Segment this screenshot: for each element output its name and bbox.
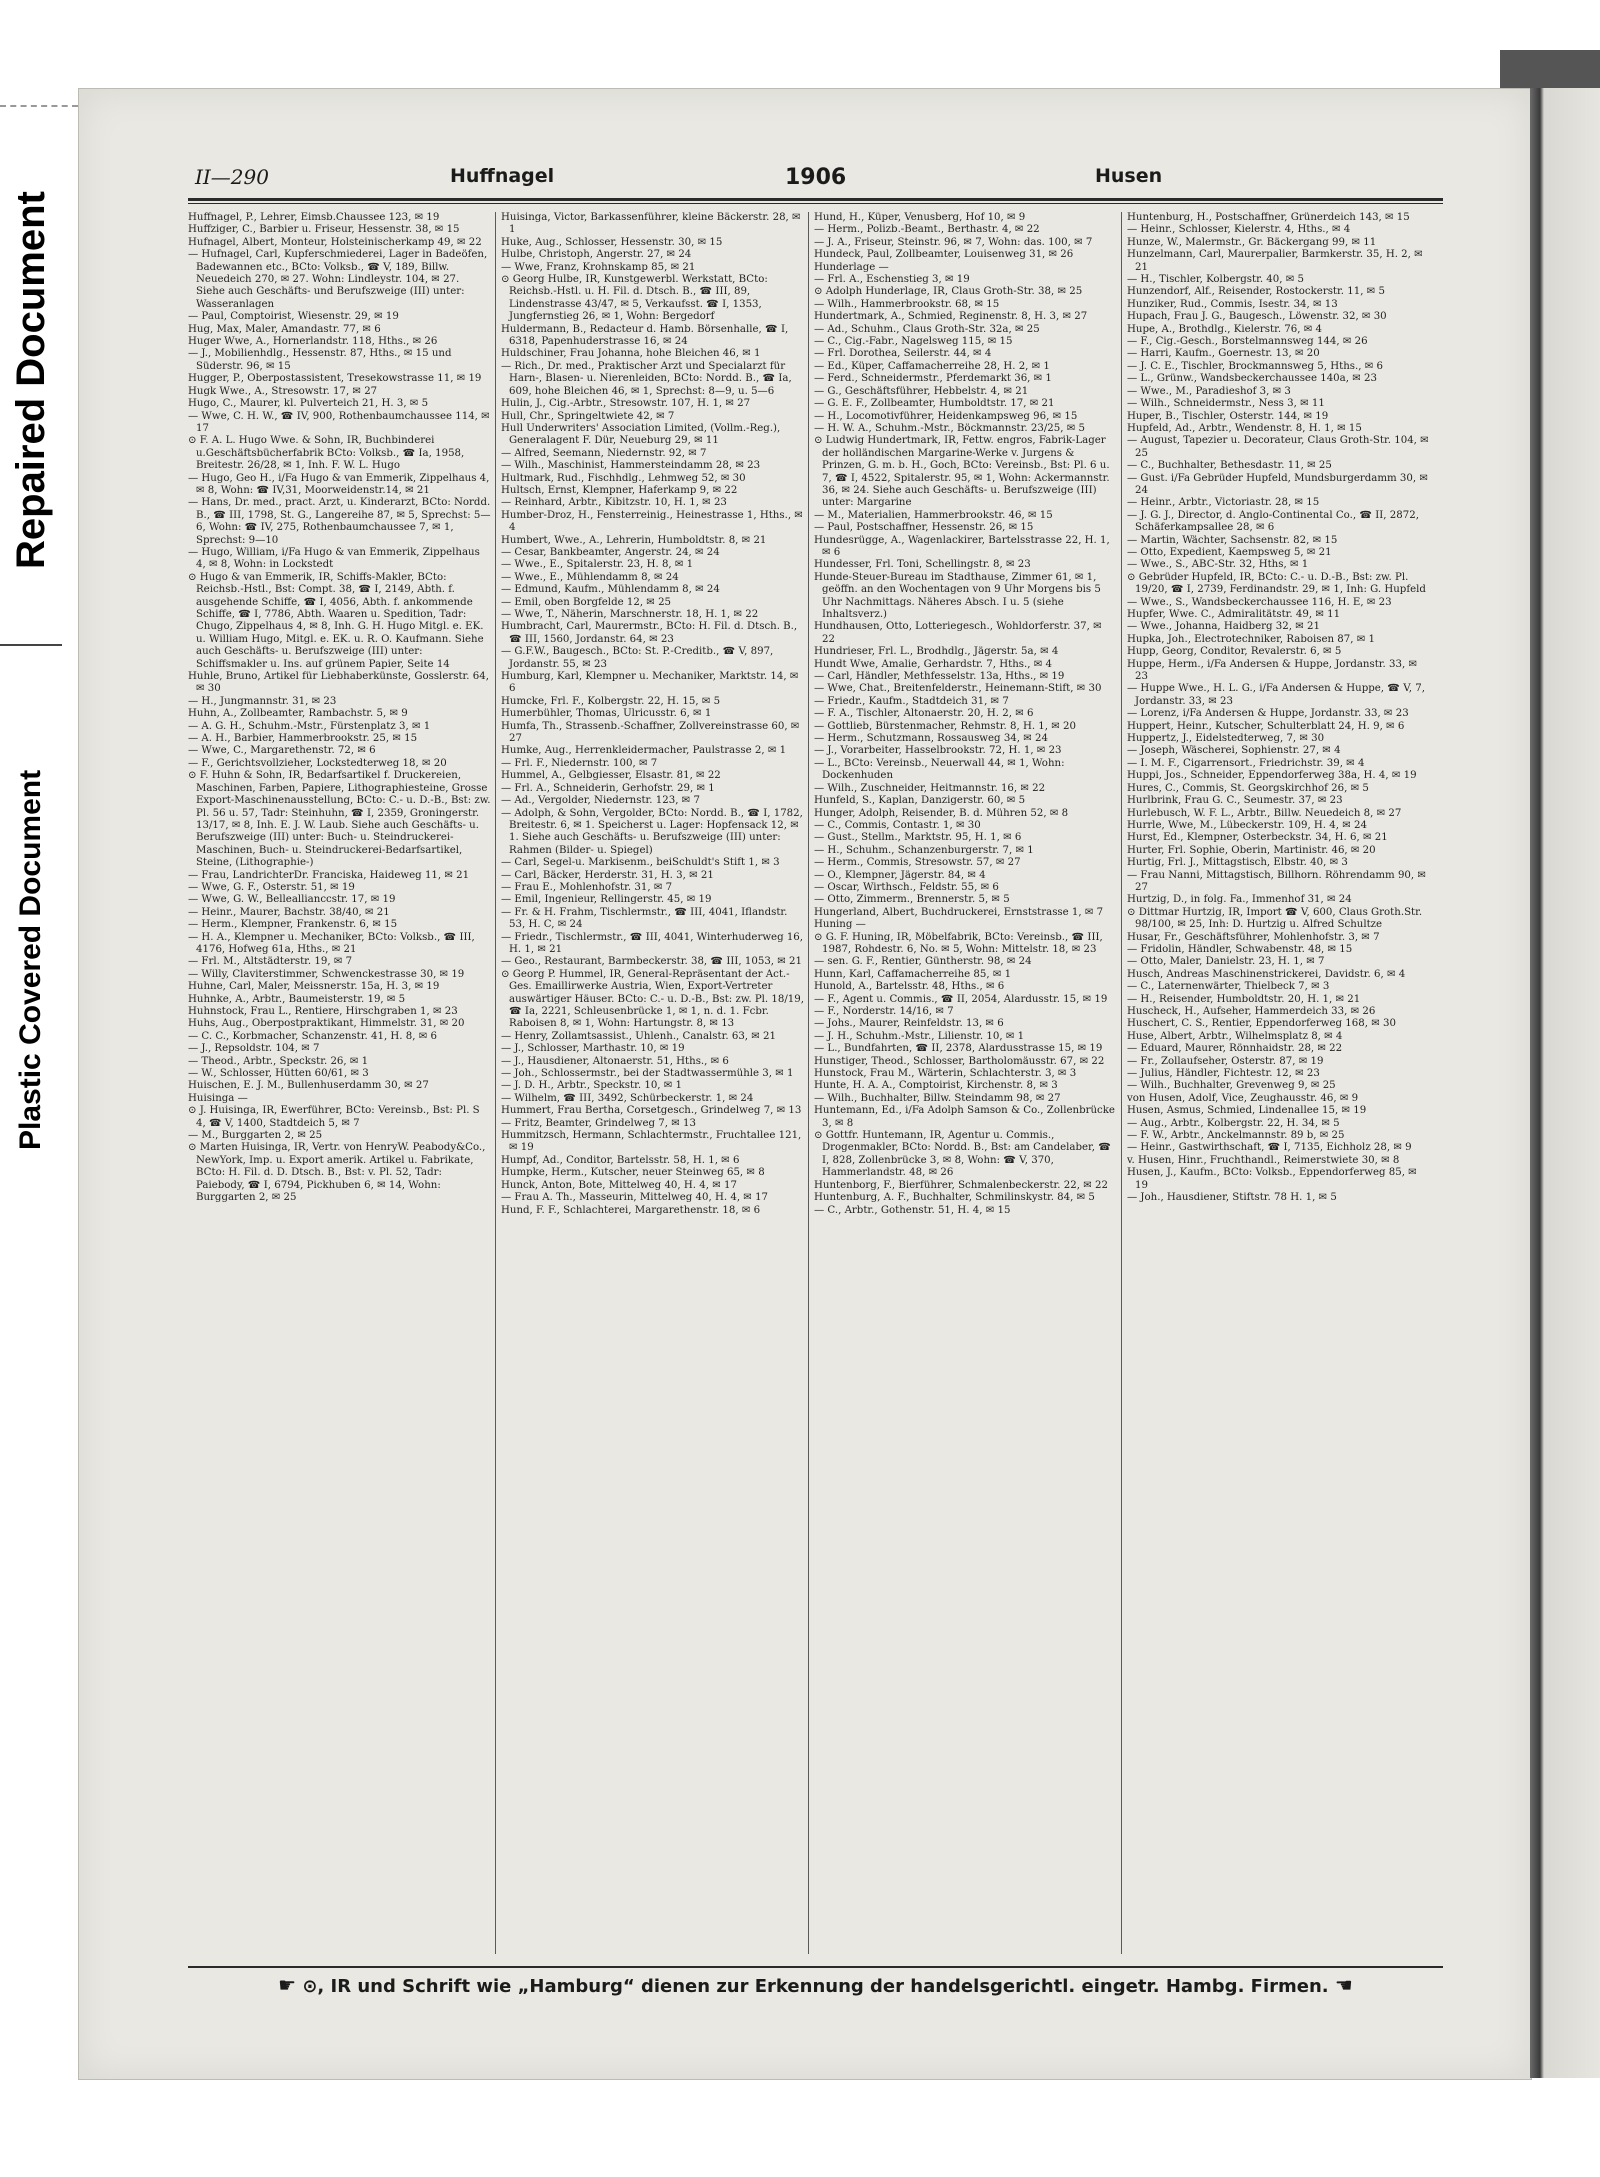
directory-entry: — H. W. A., Schuhm.-Mstr., Böckmannstr. 23/25, ✉ 5 (814, 422, 1085, 434)
directory-entry: Hundesrügge, A., Wagenlackirer, Bartelsstrasse 22, H. 1, ✉ 6 (814, 534, 1110, 558)
scan-dashed-edge (0, 105, 78, 107)
directory-entry: Huke, Aug., Schlosser, Hessenstr. 30, ✉ 15 (501, 236, 723, 248)
directory-entry: — Wwe., Johanna, Haidberg 32, ✉ 21 (1127, 621, 1320, 633)
directory-entry: — Hugo, Geo H., i/Fa Hugo & van Emmerik, Zippelhaus 4, ✉ 8, Wohn: ☎ IV,31, Moorweidenstr.14, ✉ 21 (188, 472, 490, 496)
directory-entry: — Wwe, Franz, Krohnskamp 85, ✉ 21 (501, 261, 696, 273)
directory-entry: Hupfeld, Ad., Arbtr., Wendenstr. 8, H. 1, ✉ 15 (1127, 422, 1362, 434)
directory-entry: — Ed., Küper, Caffamacherreihe 28, H. 2, ✉ 1 (814, 360, 1050, 372)
repaired-document-label: Repaired Document (8, 191, 53, 569)
directory-entry: — Gust. i/Fa Gebrüder Hupfeld, Mundsburgerdamm 30, ✉ 24 (1127, 472, 1428, 496)
directory-entry: — Carl, Segel-u. Markisenm., beiSchuldt's Stift 1, ✉ 3 (501, 857, 780, 869)
directory-column-1 (188, 212, 491, 1954)
directory-entry: von Husen, Adolf, Vice, Zeughausstr. 46, ✉ 9 (1127, 1092, 1359, 1104)
directory-entry: Hugo, C., Maurer, kl. Pulverteich 21, H. 3, ✉ 5 (188, 398, 429, 410)
directory-entry: Hunstock, Frau M., Wärterin, Schlachterstr. 3, ✉ 3 (814, 1068, 1077, 1080)
directory-entry: Hunzelmann, Carl, Maurerpalier, Barmkerstr. 35, H. 2, ✉ 21 (1127, 249, 1423, 273)
directory-entry: Hugk Wwe., A., Stresowstr. 17, ✉ 27 (188, 385, 378, 397)
directory-entry: Huppe, Herm., i/Fa Andersen & Huppe, Jordanstr. 33, ✉ 23 (1127, 658, 1417, 683)
directory-entry: — Wilhelm, ☎ III, 3492, Schürbeckerstr. 1, ✉ 24 (501, 1092, 754, 1104)
directory-entry: — I. M. F., Cigarrensort., Friedrichstr. 39, ✉ 4 (1127, 757, 1365, 769)
column-divider (1121, 212, 1122, 1954)
directory-entry: Huhs, Aug., Oberpostpraktikant, Himmelstr. 31, ✉ 20 (188, 1018, 465, 1030)
directory-entry: Huisinga, Victor, Barkassenführer, kleine Bäckerstr. 28, ✉ 1 (501, 212, 801, 236)
directory-entry: — G. E. F., Zollbeamter, Humboldtstr. 17, ✉ 21 (814, 398, 1055, 410)
directory-entry: — H., Locomotivführer, Heidenkampsweg 96, ✉ 15 (814, 410, 1078, 422)
page-number: II—290 (195, 165, 269, 189)
directory-entry: Hundesser, Frl. Toni, Schellingstr. 8, ✉ 23 (814, 559, 1031, 571)
directory-entry: ⊙ Marten Huisinga, IR, Vertr. von HenryW. Peabody&Co., NewYork, Imp. u. Export amerik. Artikel u. Fabrikate, BCto: H. Fil. d. D. Dtsch. B., Bst: v. Pl. 52, Tadr: Paiebody, ☎ I, 6794, Pickhuben 6, ✉ 14, Wohn: Burggarten 2, ✉ 25 (188, 1142, 486, 1204)
directory-entry: — Gust., Stellm., Marktstr. 95, H. 1, ✉ 6 (814, 832, 1022, 844)
directory-entry: Huppertz, J., Eidelstedterweg, 7, ✉ 30 (1127, 733, 1325, 745)
directory-entry: — Herm., Schutzmann, Rossausweg 34, ✉ 24 (814, 733, 1048, 745)
directory-entry: — A. H., Barbier, Hammerbrookstr. 25, ✉ 15 (188, 733, 418, 745)
directory-entry: Huisinga — (188, 1092, 248, 1104)
directory-entry: Huse, Albert, Arbtr., Wilhelmsplatz 8, ✉ 4 (1127, 1030, 1343, 1042)
directory-entry: — Ferd., Schneidermstr., Pferdemarkt 36, ✉ 1 (814, 373, 1052, 385)
footer-rule (188, 1966, 1443, 1968)
directory-entry: — Frl. A., Schneiderin, Gerhofstr. 29, ✉ 1 (501, 782, 715, 794)
directory-entry: — Harri, Kaufm., Goernestr. 13, ✉ 20 (1127, 348, 1320, 360)
directory-entry: Hunziker, Rud., Commis, Isestr. 34, ✉ 13 (1127, 298, 1338, 310)
directory-entry: — W., Schlosser, Hütten 60/61, ✉ 3 (188, 1068, 369, 1080)
directory-entry: — Ad., Vergolder, Niedernstr. 123, ✉ 7 (501, 795, 700, 807)
directory-entry: Huntenburg, H., Postschaffner, Grünerdeich 143, ✉ 15 (1127, 212, 1410, 223)
directory-entry: Huscheck, H., Aufseher, Hammerdeich 33, ✉ 26 (1127, 1006, 1376, 1017)
directory-entry: — Carl, Bäcker, Herderstr. 31, H. 3, ✉ 21 (501, 869, 714, 881)
directory-entry: — Otto, Maler, Danielstr. 23, H. 1, ✉ 7 (1127, 956, 1325, 968)
directory-entry: — Frl. Dorothea, Seilerstr. 44, ✉ 4 (814, 348, 992, 360)
directory-entry: — Otto, Expedient, Kaempsweg 5, ✉ 21 (1127, 546, 1332, 558)
directory-entry: — C., Commis, Contastr. 1, ✉ 30 (814, 819, 981, 831)
directory-entry: — F., Gerichtsvollzieher, Lockstedterweg 18, ✉ 20 (188, 757, 447, 769)
directory-entry: — Lorenz, i/Fa Andersen & Huppe, Jordanstr. 33, ✉ 23 (1127, 708, 1409, 720)
directory-entry: — Fritz, Beamter, Grindelweg 7, ✉ 13 (501, 1117, 696, 1129)
directory-entry: Hultsch, Ernst, Klempner, Haferkamp 9, ✉ 22 (501, 484, 738, 496)
directory-entry: — A. G. H., Schuhm.-Mstr., Fürstenplatz 3, ✉ 1 (188, 720, 431, 732)
directory-entry: — Heinr., Maurer, Bachstr. 38/40, ✉ 21 (188, 906, 390, 918)
directory-entry: — Joh., Schlossermstr., bei der Stadtwassermühle 3, ✉ 1 (501, 1068, 794, 1080)
directory-entry: — Wwe, C., Margarethenstr. 72, ✉ 6 (188, 745, 376, 757)
directory-entry: Hurtzig, D., in folg. Fa., Immenhof 31, ✉ 24 (1127, 894, 1352, 906)
directory-entry: — sen. G. F., Rentier, Güntherstr. 98, ✉ 24 (814, 956, 1032, 968)
directory-entry: — Frl. F., Niedernstr. 100, ✉ 7 (501, 757, 658, 769)
directory-entry: — Huppe Wwe., H. L. G., i/Fa Andersen & Huppe, ☎ V, 7, Jordanstr. 33, ✉ 23 (1127, 683, 1425, 707)
directory-entry: — Cesar, Bankbeamter, Angerstr. 24, ✉ 24 (501, 546, 720, 558)
directory-entry: Humbert, Wwe., A., Lehrerin, Humboldtstr. 8, ✉ 21 (501, 534, 767, 546)
directory-entry: — Wwe, G. F., Osterstr. 51, ✉ 19 (188, 881, 355, 893)
directory-entry: — H., Reisender, Humboldtstr. 20, H. 1, ✉ 21 (1127, 993, 1361, 1005)
directory-entry: — Alfred, Seemann, Niedernstr. 92, ✉ 7 (501, 447, 707, 459)
page-footer (188, 1973, 1443, 1997)
directory-entry: Hund, H., Küper, Venusberg, Hof 10, ✉ 9 (814, 212, 1026, 223)
directory-entry: Huhn, A., Zollbeamter, Rambachstr. 5, ✉ 9 (188, 708, 408, 720)
directory-entry: — H., Schuhm., Schanzenburgerstr. 7, ✉ 1 (814, 844, 1034, 856)
directory-entry: Hunze, W., Malermstr., Gr. Bäckergang 99, ✉ 11 (1127, 236, 1377, 248)
directory-entry: — L., BCto: Vereinsb., Neuerwall 44, ✉ 1, Wohn: Dockenhuden (814, 757, 1065, 782)
directory-entry: — Hufnagel, Carl, Kupferschmiederei, Lager in Badeöfen, Badewannen etc., BCto: Volksb., ☎ V, 189, Billw. Neuedeich 270, ✉ 27. Wohn: Lindleystr. 104, ✉ 27. Siehe auch Geschäfts- und Berufszweige (III) unter: Wasseranlagen (188, 249, 488, 310)
directory-entry: — J., Vorarbeiter, Hasselbrookstr. 72, H. 1, ✉ 23 (814, 745, 1062, 757)
directory-entry: Huffnagel, P., Lehrer, Eimsb.Chaussee 123, ✉ 19 (188, 212, 440, 223)
directory-entry: ⊙ F. Huhn & Sohn, IR, Bedarfsartikel f. Druckereien, Maschinen, Farben, Papiere, Lithographiesteine, Grosse Export-Maschinenausstellung, BCto: C.- u. D.-B., Bst: zw. Pl. 56 u. 57, Tadr: Steinhuhn, ☎ I, 2359, Groningerstr. 13/17, ✉ 8, Inh. E. J. W. Laub. Siehe auch Geschäfts- u. Berufszweige (III) unter: Buch- u. Steindruckerei-Maschinen, Buch- u. Steindruckerei-Bedarfsartikel, Steine, (Lithographie-) (188, 770, 491, 869)
directory-entry: ⊙ Dittmar Hurtzig, IR, Import ☎ V, 600, Claus Groth.Str. 98/100, ✉ 25, Inh: D. Hurtzig u. Alfred Schultze (1127, 906, 1423, 931)
directory-entry: Huntenborg, F., Bierführer, Schmalenbeckerstr. 22, ✉ 22 (814, 1179, 1108, 1191)
directory-entry: — Friedr., Kaufm., Stadtdeich 31, ✉ 7 (814, 695, 1009, 707)
directory-entry: — J. A., Friseur, Steinstr. 96, ✉ 7, Wohn: das. 100, ✉ 7 (814, 236, 1093, 248)
directory-entry: Hull, Chr., Springeltwiete 42, ✉ 7 (501, 410, 675, 422)
directory-entry: Huning — (814, 919, 866, 931)
directory-entry: — Willy, Claviterstimmer, Schwenckestrasse 30, ✉ 19 (188, 968, 465, 980)
directory-entry: Hunfeld, S., Kaplan, Danzigerstr. 60, ✉ 5 (814, 795, 1026, 807)
directory-entry: — J. C. E., Tischler, Brockmannsweg 5, Hths., ✉ 6 (1127, 360, 1383, 372)
directory-entry: Hunold, A., Bartelsstr. 48, Hths., ✉ 6 (814, 981, 1005, 993)
directory-entry: ⊙ Georg Hulbe, IR, Kunstgewerbl. Werkstatt, BCto: Reichsb.-Hstl. u. H. Fil. d. Dtsch. B., ☎ III, 89, Lindenstrasse 43/47, ✉ 5, Verkaufsst. ☎ I, 1353, Jungfernstieg 26, ✉ 1, Wohn: Bergedorf (501, 274, 768, 323)
directory-entry: — Wwe., M., Paradieshof 3, ✉ 3 (1127, 385, 1291, 397)
directory-entry: Hund, F. F., Schlachterei, Margarethenstr. 18, ✉ 6 (501, 1204, 761, 1216)
directory-entry: — Julius, Händler, Fichtestr. 12, ✉ 23 (1127, 1068, 1320, 1080)
directory-entry: Hunderlage — (814, 261, 889, 273)
directory-entry: — Oscar, Wirthsch., Feldstr. 55, ✉ 6 (814, 881, 999, 893)
directory-entry: ⊙ Ludwig Hundertmark, IR, Fettw. engros, Fabrik-Lager der holländischen Margarine-Werke v. Jurgens & Prinzen, G. m. b. H., Goch, BCto: Vereinsb., Bst: Pl. 6 u. 7, ☎ I, 4522, Spitalerstr. 95, ✉ 1, Wohn: Ackermannstr. 36, ✉ 24. Siehe auch Geschäfts- u. Berufszweige (III) unter: Margarine (814, 435, 1110, 509)
directory-entry: — Emil, oben Borgfelde 12, ✉ 25 (501, 596, 672, 608)
directory-entry: Huldschiner, Frau Johanna, hohe Bleichen 46, ✉ 1 (501, 348, 761, 360)
directory-entry: Hures, C., Commis, St. Georgskirchhof 26, ✉ 5 (1127, 782, 1369, 794)
header-last-word: Husen (1095, 165, 1163, 187)
directory-entry: — Fr. & H. Frahm, Tischlermstr., ☎ III, 4041, Iflandstr. 53, H. C, ✉ 24 (501, 906, 788, 931)
directory-entry: Hunzendorf, Alf., Reisender, Rostockerstr. 11, ✉ 5 (1127, 286, 1385, 298)
directory-entry: Hupach, Frau J. G., Baugesch., Löwenstr. 32, ✉ 30 (1127, 311, 1387, 323)
directory-entry: Huger Wwe, A., Hornerlandstr. 118, Hths., ✉ 26 (188, 336, 438, 348)
directory-entry: — Hans, Dr. med., pract. Arzt, u. Kinderarzt, BCto: Nordd. B., ☎ III, 1798, St. G., Langereihe 87, ✉ 5, Sprechst: 5—6, Wohn: ☎ IV, 275, Rothenbaumchaussee 7, ✉ 1, Sprechst: 9—10 (188, 497, 491, 546)
directory-entry: ⊙ J. Huisinga, IR, Ewerführer, BCto: Vereinsb., Bst: Pl. S 4, ☎ V, 1400, Stadtdeich 5, ✉ 7 (188, 1105, 480, 1129)
directory-entry: — Wwe, C. H. W., ☎ IV, 900, Rothenbaumchaussee 114, ✉ 17 (188, 410, 490, 434)
directory-entry: Hugger, P., Oberpostassistent, Tresekowstrasse 11, ✉ 19 (188, 373, 482, 385)
directory-entry: Huper, B., Tischler, Osterstr. 144, ✉ 19 (1127, 410, 1329, 422)
directory-entry: Huischen, E. J. M., Bullenhuserdamm 30, ✉ 27 (188, 1080, 429, 1092)
directory-entry: — Heinr., Gastwirthschaft, ☎ I, 7135, Eichholz 28, ✉ 9 (1127, 1142, 1412, 1154)
directory-entry: — Joh., Hausdiener, Stiftstr. 78 H. 1, ✉ 5 (1127, 1192, 1337, 1204)
directory-column-2 (501, 212, 804, 1954)
directory-entry: — Carl, Händler, Methfesselstr. 13a, Hths., ✉ 19 (814, 671, 1065, 683)
directory-entry: — Paul, Comptoirist, Wiesenstr. 29, ✉ 19 (188, 311, 399, 323)
directory-entry: — Henry, Zollamtsassist., Uhlenh., Canalstr. 63, ✉ 21 (501, 1030, 777, 1042)
directory-entry: ⊙ Gebrüder Hupfeld, IR, BCto: C.- u. D.-B., Bst: zw. Pl. 19/20, ☎ I, 2739, Ferdinandstr. 29, ✉ 1, Inh: G. Hupfeld (1127, 571, 1426, 596)
directory-columns (188, 212, 1443, 1954)
directory-entry: Hug, Max, Maler, Amandastr. 77, ✉ 6 (188, 323, 381, 335)
directory-entry: — Geo., Restaurant, Barmbeckerstr. 38, ☎ III, 1053, ✉ 21 (501, 956, 803, 968)
directory-entry: ⊙ Georg P. Hummel, IR, General-Repräsentant der Act.-Ges. Emaillirwerke Austria, Wien, Export-Vertreter auswärtiger Häuser. BCto: C.- u. D.-B., Bst: zw. Pl. 18/19, ☎ Ia, 2221, Schleusenbrücke 1, ✉ 1, n. d. 1. Fcbr. Raboisen 8, ✉ 1, Wohn: Hartungstr. 8, ✉ 13 (501, 968, 804, 1030)
directory-entry: — Wwe, G. W., Belleallianccstr. 17, ✉ 19 (188, 894, 396, 906)
header-rule (188, 198, 1443, 201)
directory-entry: Husar, Fr., Geschäftsführer, Mohlenhofstr. 3, ✉ 7 (1127, 931, 1380, 943)
directory-entry: — H., Tischler, Kolbergstr. 40, ✉ 5 (1127, 274, 1304, 286)
directory-entry: — Wwe., S., Wandsbeckerchaussee 116, H. E, ✉ 23 (1127, 596, 1392, 608)
directory-entry: Hultmark, Rud., Fischhdlg., Lehmweg 52, ✉ 30 (501, 472, 746, 484)
directory-entry: Huschert, C. S., Rentier, Eppendorferweg 168, ✉ 30 (1127, 1018, 1396, 1030)
directory-entry: Hufnagel, Albert, Monteur, Holsteinischerkamp 49, ✉ 22 (188, 236, 482, 248)
directory-entry: — Aug., Arbtr., Kolbergstr. 22, H. 34, ✉ 5 (1127, 1117, 1340, 1129)
directory-entry: Hundertmark, A., Schmied, Reginenstr. 8, H. 3, ✉ 27 (814, 311, 1088, 323)
page-edge-shadow (1530, 88, 1600, 2078)
directory-entry: — Gottlieb, Bürstenmacher, Rehmstr. 8, H. 1, ✉ 20 (814, 720, 1076, 732)
directory-entry: — C., Cig.-Fabr., Nagelsweg 115, ✉ 15 (814, 336, 1013, 348)
directory-entry: Hurlbrink, Frau G. C., Seumestr. 37, ✉ 23 (1127, 795, 1343, 807)
directory-entry: Humke, Aug., Herrenkleidermacher, Paulstrasse 2, ✉ 1 (501, 745, 787, 757)
directory-entry: — L., Grünw., Wandsbeckerchaussee 140a, ✉ 23 (1127, 373, 1377, 385)
plastic-covered-label: Plastic Covered Document (14, 769, 47, 1151)
header-year: 1906 (785, 165, 847, 190)
directory-entry: — F. A., Tischler, Altonaerstr. 20, H. 2, ✉ 6 (814, 708, 1034, 720)
directory-entry: Husen, J., Kaufm., BCto: Volksb., Eppendorferweg 85, ✉ 19 (1127, 1167, 1417, 1191)
directory-entry: Hurst, Ed., Klempner, Osterbeckstr. 34, H. 6, ✉ 21 (1127, 832, 1388, 844)
directory-entry: — Herm., Polizb.-Beamt., Berthastr. 4, ✉ 22 (814, 224, 1040, 236)
directory-entry: — Wwe., E., Mühlendamm 8, ✉ 24 (501, 571, 679, 583)
directory-entry: — Heinr., Schlosser, Kielerstr. 4, Hths., ✉ 4 (1127, 224, 1351, 236)
directory-entry: — Wilh., Maschinist, Hammersteindamm 28, ✉ 23 (501, 460, 761, 472)
directory-entry: — C., Laternenwärter, Thielbeck 7, ✉ 3 (1127, 981, 1330, 993)
directory-entry: — Theod., Arbtr., Speckstr. 26, ✉ 1 (188, 1055, 369, 1067)
header-rule-thin (188, 203, 1443, 204)
column-divider (495, 212, 496, 1954)
directory-entry: Hurrle, Wwe, M., Lübeckerstr. 109, H. 4, ✉ 24 (1127, 819, 1367, 831)
directory-entry: — G.F.W., Baugesch., BCto: St. P.-Creditb., ☎ V, 897, Jordanstr. 55, ✉ 23 (501, 646, 774, 670)
directory-entry: Hurter, Frl. Sophie, Oberin, Martinistr. 46, ✉ 20 (1127, 844, 1376, 856)
directory-entry: Hunn, Karl, Caffamacherreihe 85, ✉ 1 (814, 968, 1012, 980)
footer-note: ⊙, IR und Schrift wie „Hamburg“ dienen zur Erkennung der handelsgerichtl. eingetr. Hambg. Firmen. (302, 1976, 1329, 1997)
directory-entry: Humpke, Herm., Kutscher, neuer Steinweg 65, ✉ 8 (501, 1167, 765, 1179)
directory-entry: Hundeck, Paul, Zollbeamter, Louisenweg 31, ✉ 26 (814, 249, 1074, 261)
directory-entry: Hunstiger, Theod., Schlosser, Bartholomäusstr. 67, ✉ 22 (814, 1055, 1105, 1067)
directory-entry: — C., Arbtr., Gothenstr. 51, H. 4, ✉ 15 (814, 1204, 1011, 1216)
directory-entry: Hurtig, Frl. J., Mittagstisch, Elbstr. 40, ✉ 3 (1127, 857, 1348, 869)
directory-entry: Huhle, Bruno, Artikel für Liebhaberkünste, Gosslerstr. 64, ✉ 30 (188, 671, 489, 695)
directory-entry: — J. D. H., Arbtr., Speckstr. 10, ✉ 1 (501, 1080, 683, 1092)
directory-entry: Hundt Wwe, Amalie, Gerhardstr. 7, Hths., ✉ 4 (814, 658, 1052, 670)
directory-entry: — Frau A. Th., Masseurin, Mittelweg 40, H. 4, ✉ 17 (501, 1192, 769, 1204)
directory-entry: — Herm., Klempner, Frankenstr. 6, ✉ 15 (188, 919, 398, 931)
directory-entry: Hundhausen, Otto, Lotteriegesch., Wohldorferstr. 37, ✉ 22 (814, 621, 1102, 645)
directory-entry: Hummert, Frau Bertha, Corsetgesch., Grindelweg 7, ✉ 13 (501, 1105, 802, 1117)
directory-entry: Hunte, H. A. A., Comptoirist, Kirchenstr. 8, ✉ 3 (814, 1080, 1058, 1092)
directory-entry: — J., Mobilienhdlg., Hessenstr. 87, Hths., ✉ 15 und Süderstr. 96, ✉ 15 (188, 348, 452, 372)
header-first-word: Huffnagel (450, 165, 555, 187)
directory-entry: — Johs., Maurer, Reinfeldstr. 13, ✉ 6 (814, 1018, 1004, 1030)
directory-entry: Hupfer, Wwe. C., Admiralitätstr. 49, ✉ 11 (1127, 609, 1341, 620)
directory-entry: Hunck, Anton, Bote, Mittelweg 40, H. 4, ✉ 17 (501, 1179, 737, 1191)
directory-entry: ⊙ G. F. Huning, IR, Möbelfabrik, BCto: Vereinsb., ☎ III, 1987, Rohdestr. 6, No. ✉ 5, Wohn: Mittelstr. 18, ✉ 23 (814, 931, 1103, 955)
label-divider (0, 644, 62, 646)
directory-entry: — Joseph, Wäscherei, Sophienstr. 27, ✉ 4 (1127, 745, 1341, 757)
directory-column-3 (814, 212, 1117, 1954)
directory-entry: — J., Schlosser, Marthastr. 10, ✉ 19 (501, 1043, 685, 1055)
pointing-hand-icon: ☚ (1334, 1973, 1353, 1997)
directory-entry: — August, Tapezier u. Decorateur, Claus Groth-Str. 104, ✉ 25 (1127, 435, 1429, 459)
directory-entry: ⊙ Adolph Hunderlage, IR, Claus Groth-Str. 38, ✉ 25 (814, 286, 1083, 298)
directory-entry: Humcke, Frl. F., Kolbergstr. 22, H. 15, ✉ 5 (501, 695, 721, 707)
directory-entry: — Frau E., Mohlenhofstr. 31, ✉ 7 (501, 881, 673, 893)
directory-entry: Hummel, A., Gelbgiesser, Elsastr. 81, ✉ 22 (501, 770, 721, 782)
directory-entry: — Frl. M., Altstädterstr. 19, ✉ 7 (188, 956, 353, 968)
directory-entry: — Wilh., Hammerbrookstr. 68, ✉ 15 (814, 298, 1000, 310)
directory-entry: — F. W., Arbtr., Anckelmannstr. 89 b, ✉ 25 (1127, 1130, 1345, 1142)
pointing-hand-icon: ☛ (278, 1973, 297, 1997)
directory-entry: — Frau Nanni, Mittagstisch, Billhorn. Röhrendamm 90, ✉ 27 (1127, 869, 1426, 893)
directory-entry: — Edmund, Kaufm., Mühlendamm 8, ✉ 24 (501, 584, 720, 596)
directory-entry: Hunde-Steuer-Bureau im Stadthause, Zimmer 61, ✉ 1, geöffn. an den Wochentagen von 9 Uhr Morgens bis 5 Uhr Nachmittags. Näheres Absch. I u. 5 (siehe Inhaltsverz.) (814, 571, 1101, 620)
directory-entry: Hulin, J., Cig.-Arbtr., Stresowstr. 107, H. 1, ✉ 27 (501, 398, 751, 410)
directory-entry: Huntemann, Ed., i/Fa Adolph Samson & Co., Zollenbrücke 3, ✉ 8 (814, 1105, 1115, 1129)
directory-entry: Huppi, Jos., Schneider, Eppendorferweg 38a, H. 4, ✉ 19 (1127, 770, 1417, 782)
directory-entry: — Fridolin, Händler, Schwabenstr. 48, ✉ 15 (1127, 943, 1353, 955)
directory-entry: Humerbühler, Thomas, Ulricusstr. 6, ✉ 1 (501, 708, 712, 720)
directory-entry: — Emil, Ingenieur, Rellingerstr. 45, ✉ 19 (501, 894, 712, 906)
directory-entry: ⊙ Gottfr. Huntemann, IR, Agentur u. Commis., Drogenmakler, BCto: Nordd. B., Bst: am Candelaber, ☎ I, 828, Zollenbrücke 3, ✉ 8, Wohn: ☎ V, 370, Hammerlandstr. 48, ✉ 26 (814, 1130, 1111, 1179)
directory-entry: — Reinhard, Arbtr., Kibitzstr. 10, H. 1, ✉ 23 (501, 497, 727, 509)
directory-entry: — Friedr., Tischlermstr., ☎ III, 4041, Winterhuderweg 16, H. 1, ✉ 21 (501, 931, 804, 955)
directory-entry: Hulbe, Christoph, Angerstr. 27, ✉ 24 (501, 249, 692, 261)
directory-entry: — M., Burggarten 2, ✉ 25 (188, 1130, 323, 1142)
directory-entry: Humpf, Ad., Conditor, Bartelsstr. 58, H. 1, ✉ 6 (501, 1154, 740, 1166)
directory-entry: — Wwe, Chat., Breitenfelderstr., Heinemann-Stift, ✉ 30 (814, 683, 1102, 695)
directory-entry: Hummitzsch, Hermann, Schlachtermstr., Fruchtallee 121, ✉ 19 (501, 1130, 802, 1154)
directory-entry: — Wilh., Schneidermstr., Ness 3, ✉ 11 (1127, 398, 1325, 410)
directory-entry: — C., Buchhalter, Bethesdastr. 11, ✉ 25 (1127, 460, 1332, 472)
directory-entry: — J., Hausdiener, Altonaerstr. 51, Hths., ✉ 6 (501, 1055, 729, 1067)
directory-entry: — F., Agent u. Commis., ☎ II, 2054, Alardusstr. 15, ✉ 19 (814, 993, 1108, 1005)
directory-entry: Humbracht, Carl, Maurermstr., BCto: H. Fil. d. Dtsch. B., ☎ III, 1560, Jordanstr. 64, ✉ 23 (501, 621, 798, 645)
directory-entry: Huffziger, C., Barbier u. Friseur, Hessenstr. 38, ✉ 15 (188, 224, 460, 236)
directory-entry: Hupp, Georg, Conditor, Revalerstr. 6, ✉ 5 (1127, 646, 1342, 658)
directory-entry: Hupe, A., Brothdlg., Kielerstr. 76, ✉ 4 (1127, 323, 1323, 335)
directory-entry: — Hugo, William, i/Fa Hugo & van Emmerik, Zippelhaus 4, ✉ 8, Wohn: in Lockstedt (188, 546, 480, 571)
directory-entry: Humfa, Th., Strassenb.-Schaffner, Zollvereinstrasse 60, ✉ 27 (501, 720, 800, 745)
directory-entry: — C. C., Korbmacher, Schanzenstr. 41, H. 8, ✉ 6 (188, 1030, 437, 1042)
directory-entry: ⊙ F. A. L. Hugo Wwe. & Sohn, IR, Buchbinderei u.Geschäftsbücherfabrik BCto: Volksb., ☎ Ia, 1958, Breitestr. 26/28, ✉ 1, Inh. F. W. L. Hugo (188, 435, 465, 472)
directory-entry: Huhnke, A., Arbtr., Baumeisterstr. 19, ✉ 5 (188, 993, 406, 1005)
directory-entry: — Eduard, Maurer, Rönnhaidstr. 28, ✉ 22 (1127, 1043, 1343, 1055)
directory-entry: — Rich., Dr. med., Praktischer Arzt und Specialarzt für Harn-, Blasen- u. Nierenleiden, BCto: Nordd. B., ☎ Ia, 609, hohe Bleichen 46, ✉ 1, Sprechst: 8—9, u. 5—6 (501, 360, 792, 397)
directory-entry: — Ad., Schuhm., Claus Groth-Str. 32a, ✉ 25 (814, 323, 1040, 335)
directory-entry: ⊙ Hugo & van Emmerik, IR, Schiffs-Makler, BCto: Reichsb.-Hstl., Bst: Compt. 38, ☎ I, 2149, Abth. f. ausgehende Schiffe, ☎ I, 4056, Abth. f. ankommende Schiffe, ☎ I, 7786, Abth. Waaren u. Spedition, Tadr: Chugo, Zippelhaus 4, ✉ 8, Inh. G. H. Hugo Mitgl. e. EK. u. William Hugo, Mitgl. e. EK. u. R. O. Kaufmann. Siehe auch Geschäfts- u. Berufszweige (III) unter: Schiffsmakler u. Ins. auf grünem Papier, Seite 14 (188, 571, 484, 670)
directory-entry: — J. H., Schuhm.-Mstr., Lilienstr. 10, ✉ 1 (814, 1030, 1025, 1042)
directory-entry: Huhne, Carl, Maler, Meissnerstr. 15a, H. 3, ✉ 19 (188, 981, 440, 993)
directory-entry: — H., Jungmannstr. 31, ✉ 23 (188, 695, 337, 707)
directory-entry: Huntenburg, A. F., Buchhalter, Schmilinskystr. 84, ✉ 5 (814, 1192, 1095, 1204)
directory-entry: Huppert, Heinr., Kutscher, Schulterblatt 24, H. 9, ✉ 6 (1127, 720, 1405, 732)
directory-entry: Hungerland, Albert, Buchdruckerei, Ernststrasse 1, ✉ 7 (814, 906, 1104, 918)
directory-entry: Husen, Asmus, Schmied, Lindenallee 15, ✉ 19 (1127, 1105, 1367, 1117)
directory-entry: Hundrieser, Frl. L., Brodhdlg., Jägerstr. 5a, ✉ 4 (814, 646, 1059, 658)
directory-entry: — Wilh., Zuschneider, Heitmannstr. 16, ✉ 22 (814, 782, 1046, 794)
directory-entry: — G., Geschäftsführer, Hebbelstr. 4, ✉ 21 (814, 385, 1029, 397)
directory-entry: Hupka, Joh., Electrotechniker, Raboisen 87, ✉ 1 (1127, 633, 1375, 645)
directory-entry: — M., Materialien, Hammerbrookstr. 46, ✉ 15 (814, 509, 1053, 521)
directory-entry: — J. G. J., Director, d. Anglo-Continental Co., ☎ II, 2872, Schäferkampsallee 28, ✉ 6 (1127, 509, 1419, 534)
directory-entry: — Heinr., Arbtr., Victoriastr. 28, ✉ 15 (1127, 497, 1320, 509)
directory-entry: Huldermann, B., Redacteur d. Hamb. Börsenhalle, ☎ I, 6318, Papenhuderstrasse 16, ✉ 24 (501, 323, 789, 348)
directory-entry: — Herm., Commis, Stresowstr. 57, ✉ 27 (814, 857, 1021, 869)
directory-entry: — Wwe, T., Näherin, Marschnerstr. 18, H. 1, ✉ 22 (501, 609, 759, 620)
directory-entry: — F., Cig.-Gesch., Borstelmannsweg 144, ✉ 26 (1127, 336, 1368, 348)
directory-entry: — J., Repsoldstr. 104, ✉ 7 (188, 1043, 320, 1055)
directory-entry: — Frl. A., Eschenstieg 3, ✉ 19 (814, 274, 970, 286)
directory-entry: Humber-Droz, H., Fensterreinig., Heinestrasse 1, Hths., ✉ 4 (501, 509, 803, 534)
directory-entry: — L., Bundfahrten, ☎ II, 2378, Alardusstrasse 15, ✉ 19 (814, 1043, 1103, 1055)
directory-entry: — Otto, Zimmerm., Brennerstr. 5, ✉ 5 (814, 894, 1010, 906)
directory-entry: — Frau, LandrichterDr. Franciska, Haideweg 11, ✉ 21 (188, 869, 470, 881)
directory-entry: — Paul, Postschaffner, Hessenstr. 26, ✉ 15 (814, 522, 1034, 534)
directory-column-4 (1127, 212, 1430, 1954)
directory-entry: — H. A., Klempner u. Mechaniker, BCto: Volksb., ☎ III, 4176, Hofweg 61a, Hths., ✉ 21 (188, 931, 475, 955)
directory-entry: — Fr., Zollaufseher, Osterstr. 87, ✉ 19 (1127, 1055, 1324, 1067)
directory-entry: Hunger, Adolph, Reisender, B. d. Mühren 52, ✉ 8 (814, 807, 1069, 819)
column-divider (808, 212, 809, 1954)
side-labels (0, 120, 62, 1210)
directory-entry: — Wwe., E., Spitalerstr. 23, H. 8, ✉ 1 (501, 559, 694, 571)
directory-entry: Hull Underwriters' Association Limited, (Vollm.-Reg.), Generalagent F. Dür, Neueburg 29, ✉ 11 (501, 422, 781, 447)
directory-entry: — O., Klempner, Jägerstr. 84, ✉ 4 (814, 869, 986, 881)
scanner-tab (1500, 50, 1600, 88)
directory-entry: Huhnstock, Frau L., Rentiere, Hirschgraben 1, ✉ 23 (188, 1006, 458, 1017)
directory-entry: Husch, Andreas Maschinenstrickerei, Davidstr. 6, ✉ 4 (1127, 968, 1406, 980)
directory-entry: Hurlebusch, W. F. L., Arbtr., Billw. Neuedeich 8, ✉ 27 (1127, 807, 1402, 819)
directory-entry: Humburg, Karl, Klempner u. Mechaniker, Marktstr. 14, ✉ 6 (501, 671, 799, 695)
directory-entry: — Martin, Wächter, Sachsenstr. 82, ✉ 15 (1127, 534, 1338, 546)
directory-entry: — Wilh., Buchhalter, Billw. Steindamm 98, ✉ 27 (814, 1092, 1061, 1104)
directory-entry: v. Husen, Hinr., Fruchthandl., Reimerstwiete 30, ✉ 8 (1127, 1154, 1400, 1166)
directory-entry: — Wwe., S., ABC-Str. 32, Hths, ✉ 1 (1127, 559, 1309, 571)
directory-entry: — Wilh., Buchhalter, Grevenweg 9, ✉ 25 (1127, 1080, 1336, 1092)
directory-entry: — Adolph, & Sohn, Vergolder, BCto: Nordd. B., ☎ I, 1782, Breitestr. 6, ✉ 1. Speicherst u. Lager: Hopfensack 12, ✉ 1. Siehe auch Geschäfts- u. Berufszweige (III) unter: Rahmen (Bilder- u. Spiegel) (501, 807, 803, 856)
directory-entry: — F., Norderstr. 14/16, ✉ 7 (814, 1006, 954, 1017)
